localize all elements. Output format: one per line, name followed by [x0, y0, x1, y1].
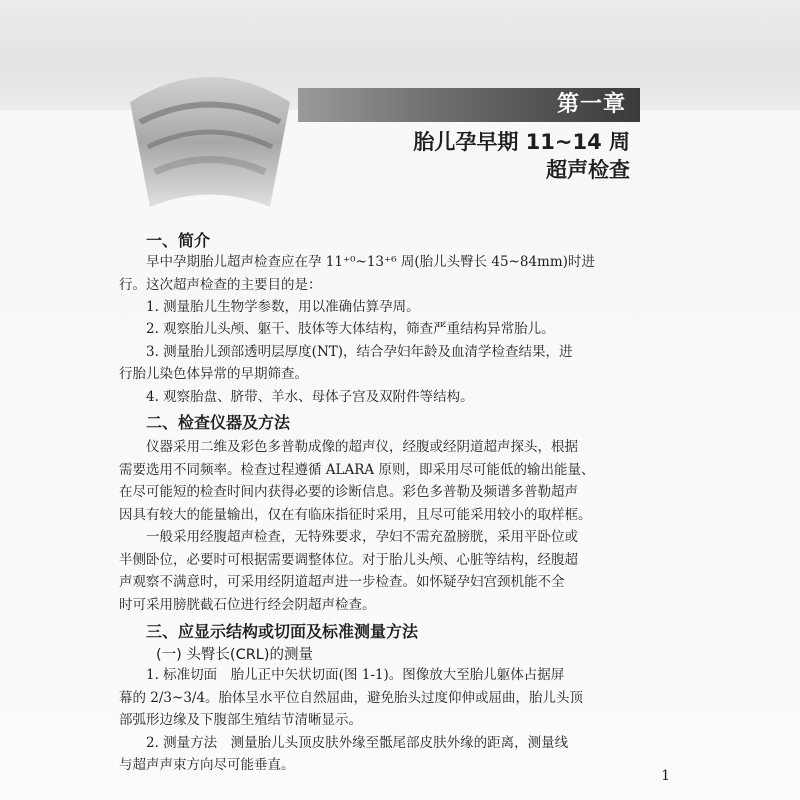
list-item: 行胎儿染色体异常的早期筛查。 [119, 366, 308, 382]
paragraph-line: 行。这次超声检查的主要目的是： [119, 277, 322, 293]
paragraph-line: 时可采用膀胱截石位进行经会阴超声检查。 [119, 597, 376, 613]
chapter-title-line1: 胎儿孕早期 11~14 周 [413, 130, 630, 154]
section-heading-intro: 一、简介 [146, 231, 211, 250]
paragraph-line: 2. 测量方法 测量胎儿头顶皮肤外缘至骶尾部皮肤外缘的距离，测量线 [146, 735, 569, 751]
paragraph-line: 与超声声束方向尽可能垂直。 [119, 757, 295, 773]
section-heading-equipment: 二、检查仪器及方法 [146, 413, 291, 432]
ultrasound-fan-image [120, 52, 300, 212]
list-item: 3. 测量胎儿颈部透明层厚度(NT)，结合孕妇年龄及血清学检查结果，进 [146, 344, 573, 360]
chapter-title-line2: 超声检查 [546, 158, 630, 182]
paragraph-line: 部弧形边缘及下腹部生殖结节清晰显示。 [119, 712, 362, 728]
paragraph-line: 1. 标准切面 胎儿正中矢状切面(图 1-1)。图像放大至胎儿躯体占据屏 [146, 667, 565, 683]
subsection-heading-crl: (一) 头臀长(CRL)的测量 [156, 647, 314, 663]
chapter-title [413, 128, 630, 184]
paragraph-line: 仪器采用二维及彩色多普勒成像的超声仪，经腹或经阴道超声探头，根据 [146, 439, 578, 455]
paragraph-line: 一般采用经腹超声检查，无特殊要求，孕妇不需充盈膀胱，采用平卧位或 [146, 529, 578, 545]
paragraph-line: 需要选用不同频率。检查过程遵循 ALARA 原则，即采用尽可能低的输出能量、 [119, 462, 595, 478]
list-item: 4. 观察胎盘、脐带、羊水、母体子宫及双附件等结构。 [146, 389, 474, 405]
page-number: 1 [661, 768, 670, 784]
paragraph-line: 幕的 2/3~3/4。胎体呈水平位自然屈曲，避免胎头过度仰伸或屈曲，胎儿头顶 [119, 690, 584, 706]
paragraph-line: 因具有较大的能量输出，仅在有临床指征时采用，且尽可能采用较小的取样框。 [119, 507, 592, 523]
chapter-banner [298, 88, 640, 122]
paragraph-line: 半侧卧位，必要时可根据需要调整体位。对于胎儿头颅、心脏等结构，经腹超 [119, 552, 578, 568]
paragraph-line: 声观察不满意时，可采用经阴道超声进一步检查。如怀疑孕妇宫颈机能不全 [119, 574, 565, 590]
paragraph-line: 在尽可能短的检查时间内获得必要的诊断信息。彩色多普勒及频谱多普勒超声 [119, 484, 578, 500]
section-heading-measurement: 三、应显示结构或切面及标准测量方法 [146, 622, 419, 641]
chapter-label: 第一章 [556, 92, 626, 117]
paragraph-line: 早中孕期胎儿超声检查应在孕 11⁺⁰~13⁺⁶ 周(胎儿头臀长 45~84mm)时进 [146, 254, 595, 270]
list-item: 1. 测量胎儿生物学参数，用以准确估算孕周。 [146, 299, 420, 315]
list-item: 2. 观察胎儿头颅、躯干、肢体等大体结构，筛查严重结构异常胎儿。 [146, 321, 555, 337]
